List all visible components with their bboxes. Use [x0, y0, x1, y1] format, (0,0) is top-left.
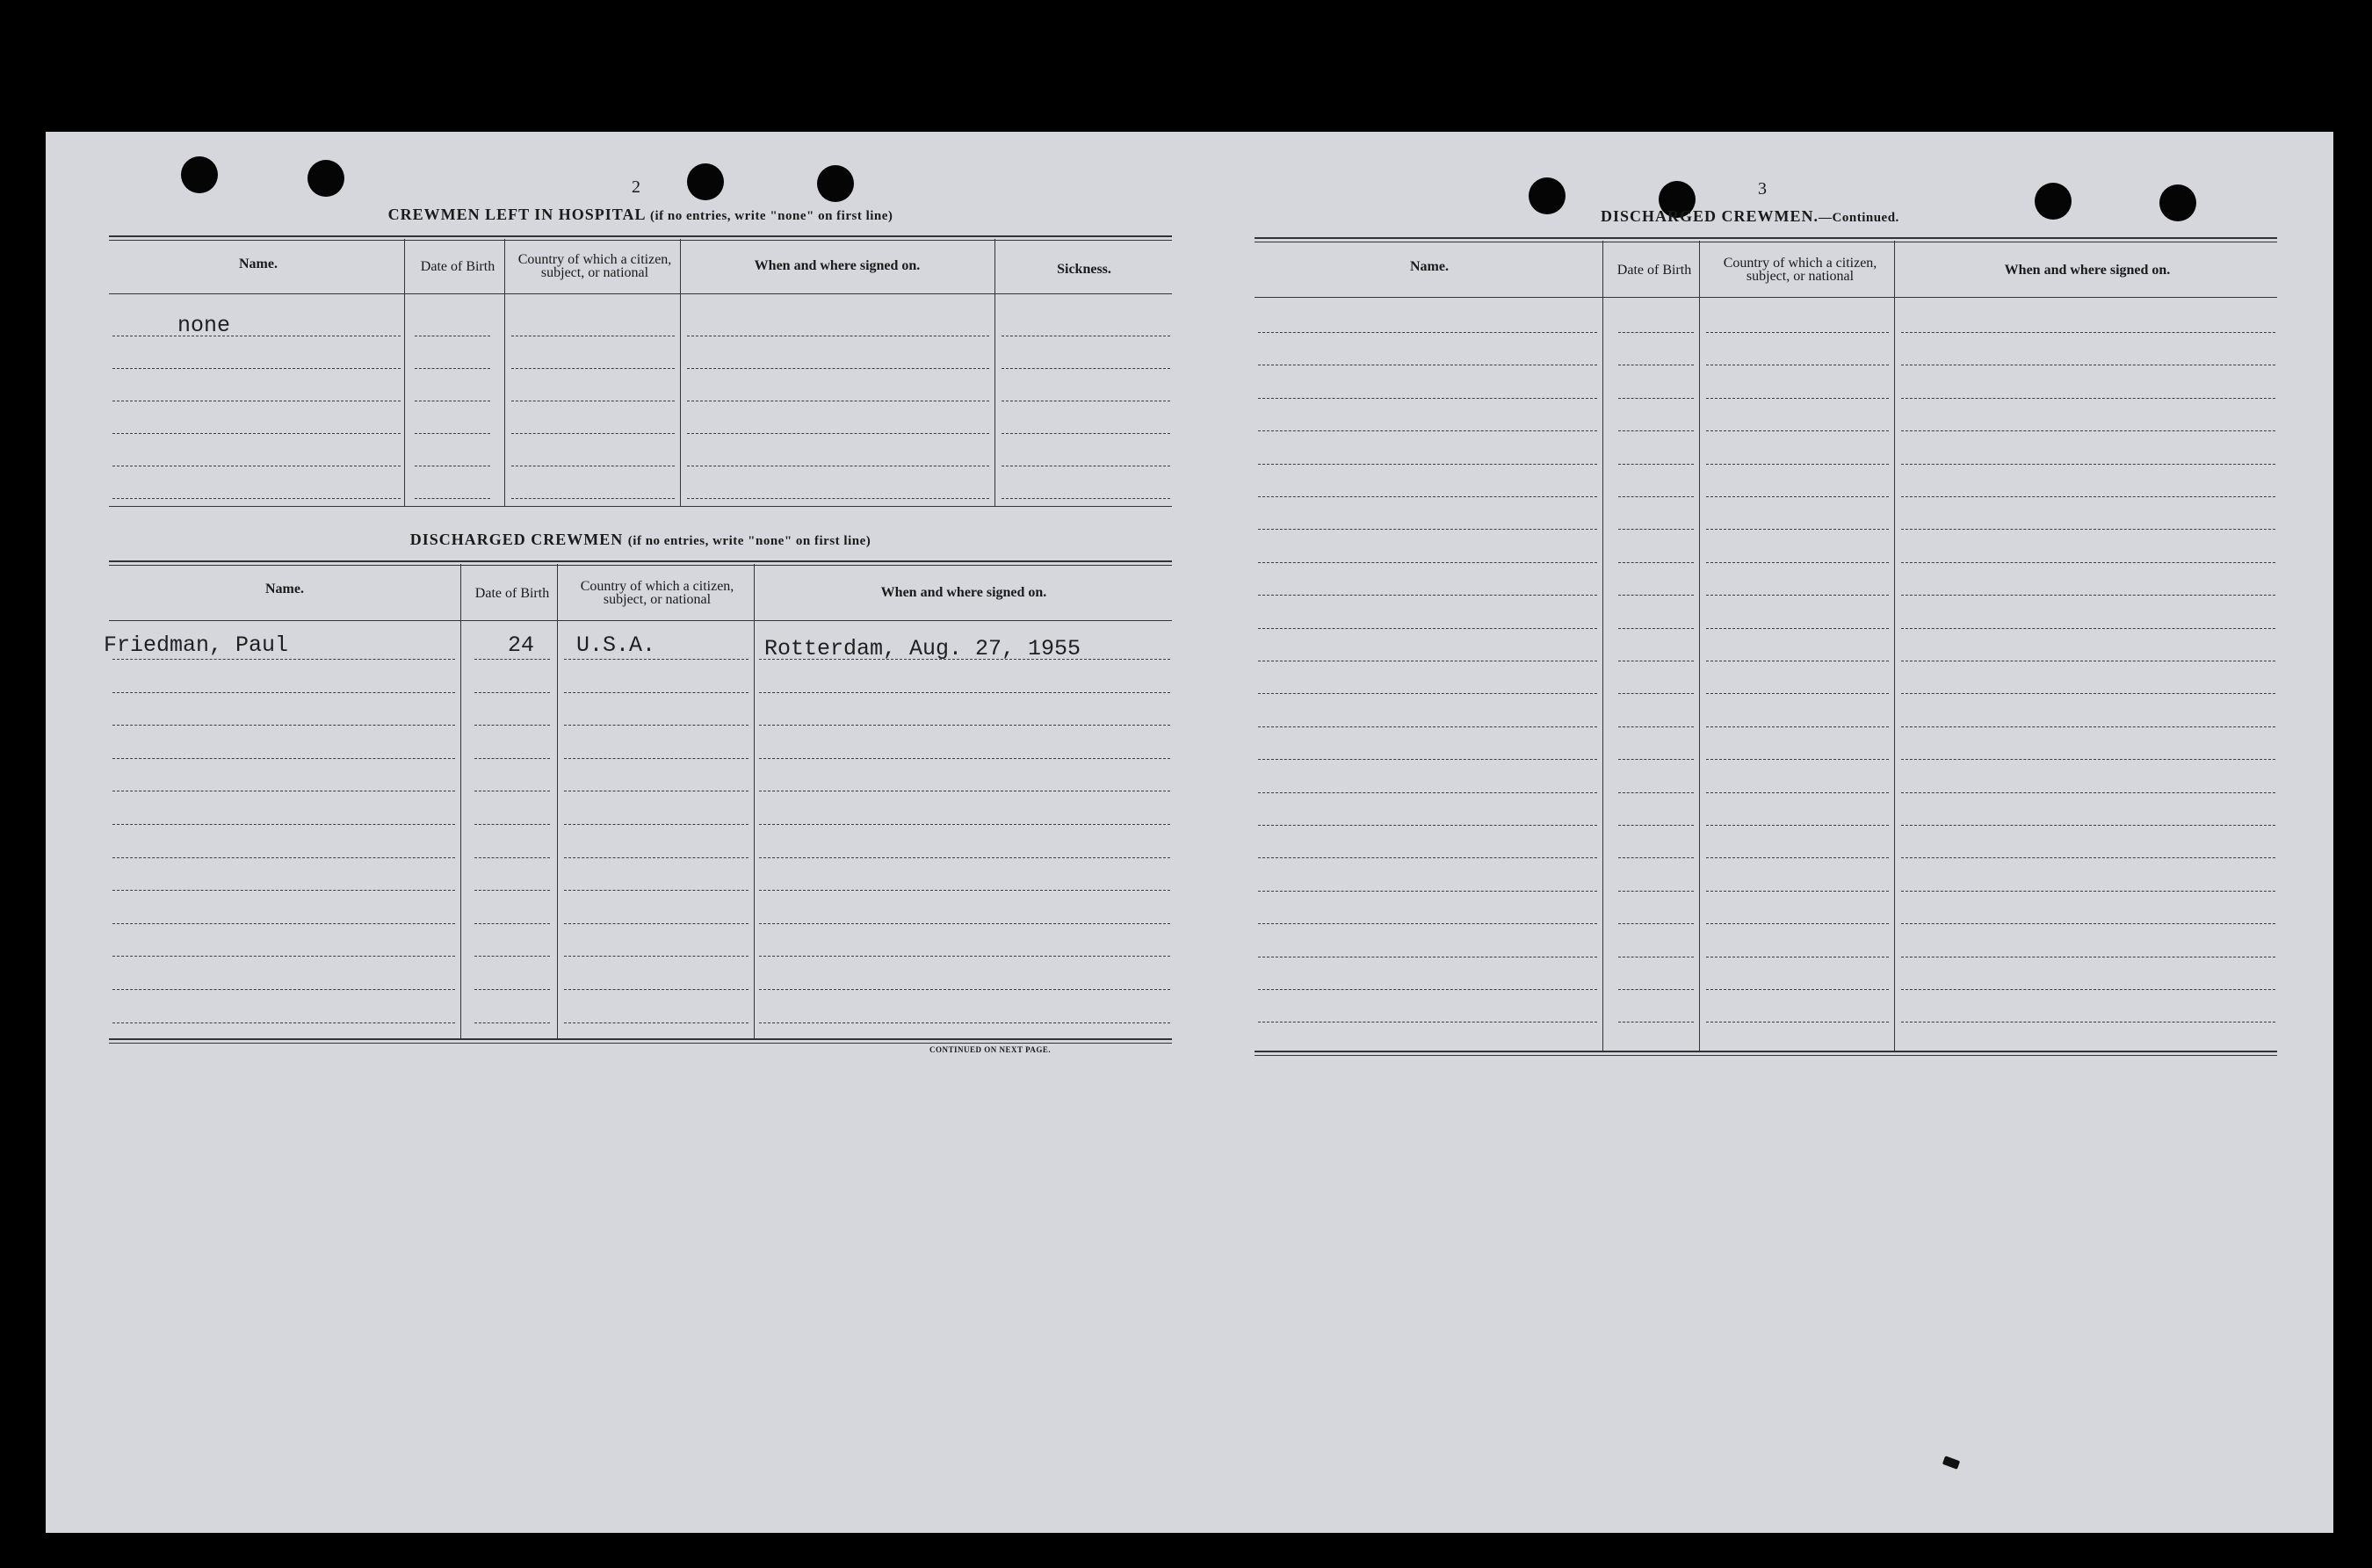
ruled-line: [1901, 693, 2275, 694]
ruled-line: [474, 956, 550, 957]
hospital-header-rule: [109, 293, 1172, 294]
ruled-line: [112, 368, 401, 369]
ruled-line: [1618, 595, 1694, 596]
ruled-line: [564, 890, 748, 891]
ruled-line: [564, 725, 748, 726]
punch-hole: [687, 163, 724, 200]
ruled-line: [1901, 923, 2275, 924]
ruled-line: [1258, 562, 1597, 563]
discharged-header-dob: Date of Birth: [474, 585, 550, 601]
ruled-line: [1618, 989, 1694, 990]
ruled-line: [1901, 726, 2275, 727]
ruled-line: [112, 498, 401, 499]
ruled-line: [564, 659, 748, 660]
ruled-line: [474, 923, 550, 924]
ruled-line: [1258, 923, 1597, 924]
ruled-line: [1706, 430, 1889, 431]
hospital-bottom-rule: [109, 506, 1172, 507]
ruled-line: [112, 923, 455, 924]
column-divider: [754, 564, 755, 1038]
ruled-line: [112, 1022, 455, 1023]
ruled-line: [1618, 857, 1694, 858]
hospital-top-rule: [109, 235, 1172, 237]
discharged-header-name: Name.: [265, 582, 304, 596]
right-section-title: [1601, 207, 1899, 226]
ruled-line: [759, 692, 1170, 693]
ruled-line: [1901, 398, 2275, 399]
ruled-line: [1901, 989, 2275, 990]
discharged-top-rule: [109, 560, 1172, 562]
discharged-bottom-rule: [109, 1038, 1172, 1040]
column-divider: [557, 564, 558, 1038]
ruled-line: [1901, 857, 2275, 858]
right-title-suffix: —Continued.: [1819, 211, 1899, 225]
ruled-line: [1618, 529, 1694, 530]
ruled-line: [564, 956, 748, 957]
ruled-line: [1706, 628, 1889, 629]
ruled-line: [1706, 332, 1889, 333]
ruled-line: [759, 725, 1170, 726]
ruled-line: [1258, 891, 1597, 892]
ruled-line: [687, 498, 989, 499]
ruled-line: [1901, 792, 2275, 793]
hospital-header-country: Country of which a citizen, subject, or national: [517, 252, 672, 280]
ruled-line: [1618, 693, 1694, 694]
entry-dob: 24: [508, 632, 535, 658]
ruled-line: [1706, 792, 1889, 793]
ruled-line: [759, 824, 1170, 825]
ruled-line: [1618, 464, 1694, 465]
right-top-rule: [1255, 237, 2277, 239]
ruled-line: [112, 758, 455, 759]
column-divider: [994, 239, 995, 506]
ruled-line: [759, 989, 1170, 990]
ruled-line: [1002, 498, 1170, 499]
ruled-line: [1706, 726, 1889, 727]
ruled-line: [1706, 857, 1889, 858]
ruled-line: [1706, 923, 1889, 924]
ruled-line: [1618, 562, 1694, 563]
ruled-line: [1258, 792, 1597, 793]
ruled-line: [474, 989, 550, 990]
ruled-line: [1258, 825, 1597, 826]
right-header-country: Country of which a citizen, subject, or national: [1723, 256, 1877, 284]
ruled-line: [474, 890, 550, 891]
punch-hole: [2159, 184, 2196, 221]
ruled-line: [759, 923, 1170, 924]
ruled-line: [1618, 792, 1694, 793]
ruled-line: [564, 692, 748, 693]
ruled-line: [511, 433, 675, 434]
ruled-line: [1901, 562, 2275, 563]
ruled-line: [1258, 989, 1597, 990]
ruled-line: [474, 725, 550, 726]
ruled-line: [511, 368, 675, 369]
ruled-line: [1618, 628, 1694, 629]
ruled-line: [415, 498, 490, 499]
ruled-line: [1258, 726, 1597, 727]
ruled-line: [1901, 891, 2275, 892]
punch-hole: [817, 165, 854, 202]
hospital-header-sickness: Sickness.: [1057, 262, 1111, 277]
column-divider: [1894, 241, 1895, 1051]
entry-signed: Rotterdam, Aug. 27, 1955: [764, 636, 1081, 661]
ruled-line: [1901, 595, 2275, 596]
ruled-line: [1706, 562, 1889, 563]
ruled-line: [112, 857, 455, 858]
punch-hole: [1529, 177, 1566, 214]
ruled-line: [1258, 464, 1597, 465]
ruled-line: [759, 956, 1170, 957]
ruled-line: [112, 659, 455, 660]
ruled-line: [474, 1022, 550, 1023]
column-divider: [404, 239, 405, 506]
ruled-line: [474, 857, 550, 858]
ruled-line: [1901, 464, 2275, 465]
hospital-section-title: [109, 206, 1172, 224]
ruled-line: [759, 890, 1170, 891]
ruled-line: [1618, 759, 1694, 760]
ruled-line: [1706, 891, 1889, 892]
ruled-line: [1258, 628, 1597, 629]
punch-hole: [2035, 183, 2072, 220]
ruled-line: [112, 890, 455, 891]
right-header-signed: When and where signed on.: [2004, 263, 2171, 278]
right-header-name: Name.: [1410, 259, 1449, 274]
ruled-line: [1258, 332, 1597, 333]
discharged-header-signed: When and where signed on.: [880, 585, 1047, 600]
ruled-line: [1258, 759, 1597, 760]
ruled-line: [1258, 529, 1597, 530]
ruled-line: [1618, 726, 1694, 727]
ruled-line: [564, 923, 748, 924]
hospital-header-name: Name.: [239, 257, 278, 271]
column-divider: [1602, 241, 1603, 1051]
ruled-line: [759, 857, 1170, 858]
document-sheet: [46, 132, 2333, 1533]
ruled-line: [112, 956, 455, 957]
continued-footer: CONTINUED ON NEXT PAGE.: [929, 1045, 1052, 1054]
ruled-line: [1901, 496, 2275, 497]
ruled-line: [112, 725, 455, 726]
ruled-line: [511, 498, 675, 499]
ruled-line: [564, 1022, 748, 1023]
ruled-line: [1618, 891, 1694, 892]
ruled-line: [1706, 825, 1889, 826]
right-bottom-rule: [1255, 1051, 2277, 1052]
ruled-line: [1258, 857, 1597, 858]
ruled-line: [1258, 496, 1597, 497]
hospital-title-note: (if no entries, write "none" on first line): [649, 209, 893, 223]
ruled-line: [564, 758, 748, 759]
hospital-header-dob: Date of Birth: [420, 258, 495, 274]
ruled-line: [1618, 923, 1694, 924]
discharged-title-note: (if no entries, write "none" on first line): [627, 534, 871, 548]
ruled-line: [564, 989, 748, 990]
ruled-line: [1258, 693, 1597, 694]
ruled-line: [474, 758, 550, 759]
ruled-line: [1706, 496, 1889, 497]
ruled-line: [1901, 332, 2275, 333]
ruled-line: [759, 1022, 1170, 1023]
discharged-header-country: Country of which a citizen, subject, or national: [580, 579, 734, 607]
column-divider: [460, 564, 461, 1038]
ruled-line: [1706, 398, 1889, 399]
discharged-title-text: DISCHARGED CREWMEN: [409, 531, 624, 548]
ruled-line: [1618, 496, 1694, 497]
discharged-section-title: [109, 531, 1172, 549]
ruled-line: [1618, 825, 1694, 826]
ruled-line: [1002, 433, 1170, 434]
ruled-line: [1901, 529, 2275, 530]
scan-mark: [1942, 1456, 1960, 1470]
punch-hole: [181, 156, 218, 193]
entry-country: U.S.A.: [576, 632, 656, 658]
right-title-text: DISCHARGED CREWMEN.: [1601, 207, 1819, 225]
ruled-line: [112, 989, 455, 990]
discharged-header-rule: [109, 620, 1172, 621]
ruled-line: [1706, 529, 1889, 530]
column-divider: [1699, 241, 1700, 1051]
hospital-title-text: CREWMEN LEFT IN HOSPITAL: [387, 206, 646, 223]
page-number-left: 2: [632, 177, 640, 197]
ruled-line: [759, 758, 1170, 759]
ruled-line: [564, 824, 748, 825]
ruled-line: [474, 659, 550, 660]
ruled-line: [1258, 595, 1597, 596]
entry-name: Friedman, Paul: [104, 632, 289, 658]
hospital-header-signed: When and where signed on.: [754, 258, 921, 273]
punch-hole: [307, 160, 344, 197]
page-number-right: 3: [1758, 179, 1767, 199]
ruled-line: [1618, 332, 1694, 333]
ruled-line: [1706, 464, 1889, 465]
ruled-line: [1706, 989, 1889, 990]
ruled-line: [474, 824, 550, 825]
ruled-line: [112, 433, 401, 434]
ruled-line: [1002, 368, 1170, 369]
ruled-line: [687, 433, 989, 434]
ruled-line: [687, 368, 989, 369]
column-divider: [680, 239, 681, 506]
ruled-line: [1901, 430, 2275, 431]
column-divider: [504, 239, 505, 506]
ruled-line: [474, 692, 550, 693]
ruled-line: [415, 433, 490, 434]
ruled-line: [1706, 759, 1889, 760]
ruled-line: [415, 368, 490, 369]
ruled-line: [1901, 628, 2275, 629]
ruled-line: [1618, 398, 1694, 399]
ruled-line: [1618, 430, 1694, 431]
ruled-line: [564, 857, 748, 858]
ruled-line: [1901, 825, 2275, 826]
ruled-line: [1706, 693, 1889, 694]
right-header-rule: [1255, 297, 2277, 298]
right-header-dob: Date of Birth: [1616, 262, 1692, 278]
hospital-entry-name: none: [177, 313, 231, 338]
ruled-line: [1258, 398, 1597, 399]
ruled-line: [112, 692, 455, 693]
ruled-line: [1901, 759, 2275, 760]
ruled-line: [1706, 595, 1889, 596]
ruled-line: [1258, 430, 1597, 431]
ruled-line: [112, 824, 455, 825]
